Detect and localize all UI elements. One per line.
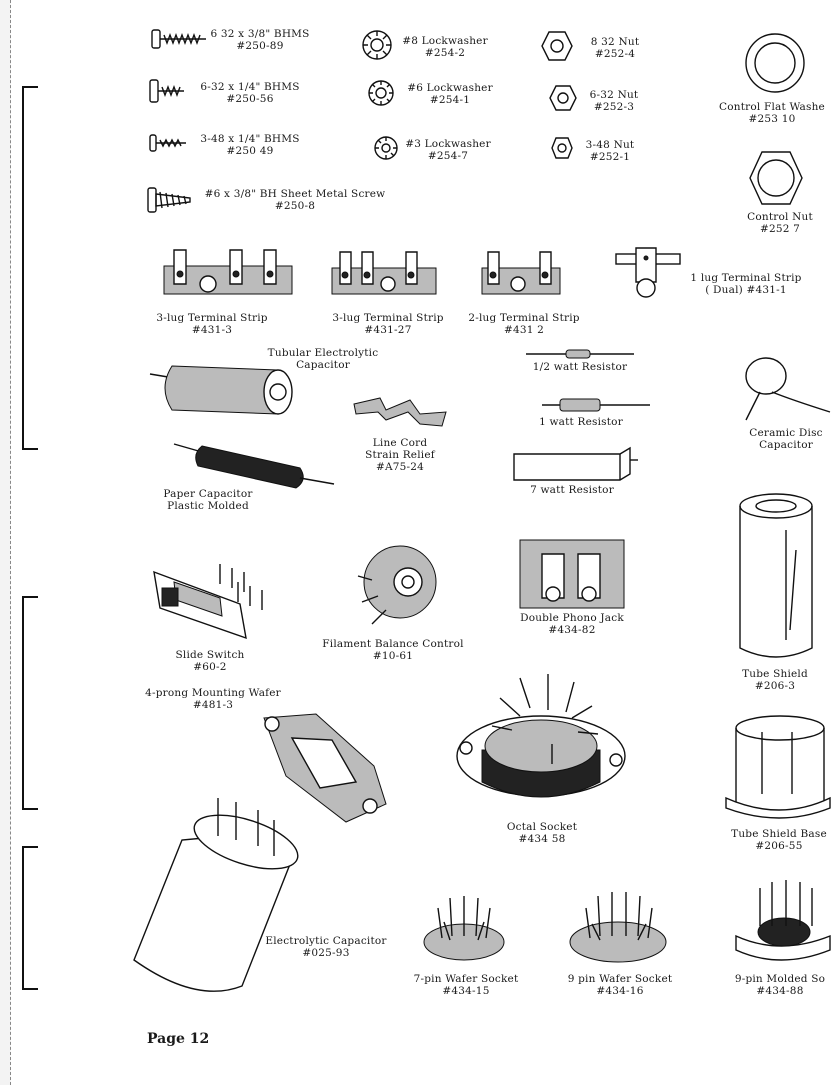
part-label: 6 32 x 3/8" BHMS #250-89 (210, 28, 310, 52)
part-label: Tube Shield Base #206-55 (731, 828, 827, 852)
part-label: #6 x 3/8" BH Sheet Metal Screw #250-8 (204, 188, 386, 212)
part-label: 1 lug Terminal Strip ( Dual) #431-1 (690, 272, 802, 296)
terminal-strip-icon (612, 244, 684, 304)
part-label: Filament Balance Control #10-61 (322, 638, 464, 662)
flat-washer-icon (744, 32, 806, 94)
tube-shield-icon (736, 490, 816, 666)
hex-nut-icon (550, 136, 574, 160)
margin-bracket (22, 596, 38, 810)
part-label: Control Nut #252 7 (747, 211, 813, 235)
capacitor-icon (172, 436, 336, 494)
potentiometer-icon (348, 540, 440, 632)
part-label: Ceramic Disc Capacitor (749, 427, 823, 451)
part-label: 6-32 Nut #252-3 (589, 89, 639, 113)
machine-screw-icon (148, 132, 190, 154)
resistor-icon (510, 444, 640, 484)
capacitor-icon (740, 354, 832, 424)
part-label: Tubular Electrolytic Capacitor (267, 347, 379, 371)
part-label: Line Cord Strain Relief #A75-24 (365, 437, 435, 473)
part-label: 3-48 x 1/4" BHMS #250 49 (200, 133, 300, 157)
capacitor-icon (126, 790, 312, 1004)
strain-relief-icon (350, 386, 450, 432)
sheet-metal-screw-icon (146, 184, 196, 216)
part-label: Paper Capacitor Plastic Molded (163, 488, 253, 512)
part-label: #8 Lockwasher #254-2 (402, 35, 488, 59)
part-label: 9-pin Molded So #434-88 (734, 973, 826, 997)
margin-bracket (22, 846, 38, 990)
lockwasher-icon (366, 78, 396, 108)
margin-bracket (22, 86, 38, 450)
lockwasher-icon (360, 28, 394, 62)
part-label: Tube Shield #206-3 (742, 668, 808, 692)
part-label: #3 Lockwasher #254-7 (405, 138, 491, 162)
switch-icon (150, 552, 276, 644)
terminal-strip-icon (328, 248, 440, 304)
socket-icon (566, 884, 670, 970)
machine-screw-icon (148, 78, 188, 104)
part-label: 3-48 Nut #252-1 (585, 139, 635, 163)
binder-edge (0, 0, 11, 1085)
part-label: 7 watt Resistor (530, 484, 614, 496)
resistor-icon (524, 347, 636, 361)
part-label: Control Flat Washe #253 10 (719, 101, 825, 125)
socket-icon (730, 876, 832, 970)
socket-icon (452, 664, 630, 814)
part-label: 7-pin Wafer Socket #434-15 (413, 973, 519, 997)
part-label: Double Phono Jack #434-82 (520, 612, 624, 636)
part-label: 3-lug Terminal Strip #431-3 (156, 312, 268, 336)
page-number: Page 12 (147, 1031, 210, 1047)
hex-nut-icon (540, 30, 574, 62)
part-label: 9 pin Wafer Socket #434-16 (567, 973, 673, 997)
part-label: 6-32 x 1/4" BHMS #250-56 (200, 81, 300, 105)
part-label: #6 Lockwasher #254-1 (407, 82, 493, 106)
terminal-strip-icon (478, 248, 564, 304)
hex-nut-icon (748, 150, 804, 206)
resistor-icon (540, 396, 652, 414)
socket-icon (420, 888, 508, 968)
part-label: Octal Socket #434 58 (506, 821, 578, 845)
part-label: Electrolytic Capacitor #025-93 (265, 935, 387, 959)
tube-shield-icon (722, 712, 832, 828)
part-label: Slide Switch #60-2 (175, 649, 245, 673)
part-label: 8 32 Nut #252-4 (590, 36, 640, 60)
phono-jack-icon (516, 536, 628, 612)
part-label: 1/2 watt Resistor (532, 361, 628, 373)
part-label: 2-lug Terminal Strip #431 2 (468, 312, 580, 336)
part-label: 4-prong Mounting Wafer #481-3 (145, 687, 281, 711)
part-label: 3-lug Terminal Strip #431-27 (332, 312, 444, 336)
part-label: 1 watt Resistor (539, 416, 623, 428)
lockwasher-icon (372, 134, 400, 162)
terminal-strip-icon (160, 246, 296, 306)
